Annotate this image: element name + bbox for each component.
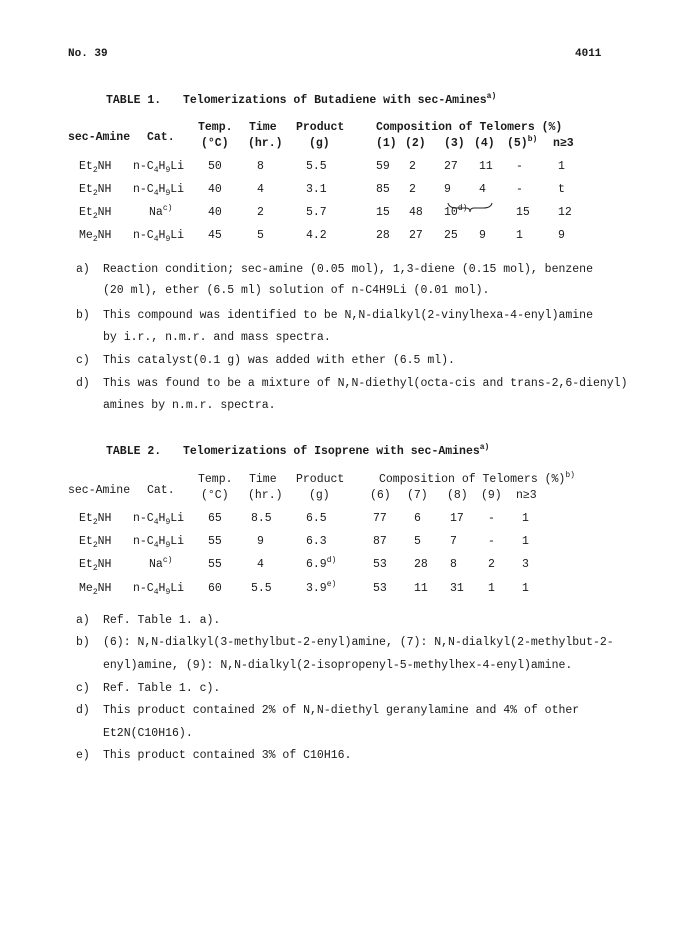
composition-cell [409, 229, 423, 242]
footnote-line: Reaction condition; sec-amine (0.05 mol), 1,3-diene (0.15 mol), benzene [103, 263, 593, 276]
text-fragment: 27 [444, 160, 458, 173]
t2-h-time: Time [249, 473, 277, 486]
composition-cell [516, 183, 523, 196]
footnote-label: d) [76, 377, 90, 390]
footnote-label: a) [76, 263, 90, 276]
footnote-line: This was found to be a mixture of N,N-diethyl(octa-cis and trans-2,6-dienyl) [103, 377, 628, 390]
text-fragment: c) [162, 556, 173, 565]
composition-cell [488, 582, 495, 595]
t2-h-n3: n≥3 [516, 489, 537, 502]
text-fragment: 9 [165, 235, 171, 244]
text-fragment: 87 [373, 535, 387, 548]
text-fragment: c) [162, 204, 173, 213]
composition-cell [558, 229, 565, 242]
composition-cell [409, 183, 416, 196]
footnote-line: by i.r., n.m.r. and mass spectra. [103, 331, 331, 344]
composition-cell [373, 535, 387, 548]
text-fragment: 9 [165, 189, 171, 198]
t1-h-composition: Composition of Telomers (%) [376, 121, 563, 134]
text-fragment: Li [170, 229, 185, 242]
text-fragment: e) [326, 580, 337, 589]
text-fragment: 2 [92, 588, 98, 597]
time-cell: 2 [257, 206, 264, 219]
text-fragment: NH [97, 558, 112, 571]
text-fragment: 4 [153, 235, 159, 244]
product-cell [306, 160, 327, 173]
t1-h-temp-unit: (°C) [201, 137, 229, 150]
t1-h-product-unit: (g) [309, 137, 330, 150]
text-fragment: 1 [522, 512, 529, 525]
text-fragment: NH [97, 582, 112, 595]
text-fragment: n-C [133, 183, 154, 196]
text-fragment: 48 [409, 206, 423, 219]
text-fragment: t [558, 183, 565, 196]
composition-cell [516, 206, 530, 219]
footnote-label: a) [76, 614, 90, 627]
product-cell [306, 558, 336, 571]
text-fragment: 4.2 [306, 229, 327, 242]
footnote-line: amines by n.m.r. spectra. [103, 399, 276, 412]
text-fragment: 4 [153, 518, 159, 527]
footnote-line: This compound was identified to be N,N-dialkyl(2-vinylhexa-4-enyl)amine [103, 309, 593, 322]
amine-cell [79, 206, 111, 219]
temp-cell: 55 [208, 558, 222, 571]
t2-h-sub8: (8) [447, 489, 468, 502]
composition-cell [373, 582, 387, 595]
composition-cell [409, 160, 416, 173]
footnote-line: This product contained 2% of N,N-diethyl geranylamine and 4% of other [103, 704, 580, 717]
text-fragment: 27 [409, 229, 423, 242]
text-fragment: 3.9 [306, 582, 327, 595]
text-fragment: 17 [450, 512, 464, 525]
composition-cell [558, 160, 565, 173]
table1-caption: Telomerizations of Butadiene with sec-Amines$^{a)}$ [183, 92, 497, 107]
composition-cell [373, 512, 387, 525]
composition-cell [414, 512, 421, 525]
text-fragment: 2 [92, 166, 98, 175]
text-fragment: NH [97, 535, 112, 548]
text-fragment: - [516, 160, 523, 173]
amine-cell [79, 535, 111, 548]
amine-cell [79, 160, 111, 173]
footnote-label: c) [76, 354, 90, 367]
text-fragment: n-C [133, 160, 154, 173]
composition-cell [516, 229, 523, 242]
composition-cell [376, 229, 390, 242]
composition-cell [450, 512, 464, 525]
issue-number: No. 39 [68, 48, 108, 60]
composition-cell [450, 582, 464, 595]
text-fragment: Et [79, 535, 93, 548]
text-fragment: 28 [376, 229, 390, 242]
brace-icon [447, 201, 493, 213]
text-fragment: 2 [488, 558, 495, 571]
temp-cell: 60 [208, 582, 222, 595]
text-fragment: 1 [488, 582, 495, 595]
product-cell [306, 512, 327, 525]
text-fragment: 2 [92, 189, 98, 198]
text-fragment: 2 [92, 564, 98, 573]
text-fragment: H [158, 582, 166, 595]
text-fragment: 7 [450, 535, 457, 548]
amine-cell [79, 183, 111, 196]
t1-h-product: Product [296, 121, 345, 134]
text-fragment: 25 [444, 229, 458, 242]
time-cell: 9 [257, 535, 264, 548]
t2-h-time-unit: (hr.) [248, 489, 283, 502]
text-fragment: NH [97, 160, 112, 173]
text-fragment: Li [170, 582, 185, 595]
table1-title: TABLE 1. [106, 94, 162, 107]
footnote-line: This product contained 3% of C10H16. [103, 749, 352, 762]
text-fragment: 6 [414, 512, 421, 525]
temp-cell: 50 [208, 160, 222, 173]
text-fragment: 9 [558, 229, 565, 242]
text-fragment: 12 [558, 206, 572, 219]
text-fragment: 2 [409, 183, 416, 196]
composition-cell [414, 582, 428, 595]
text-fragment: 15 [516, 206, 530, 219]
text-fragment: Me [79, 229, 93, 242]
text-fragment: d) [457, 204, 468, 213]
t2-h-secamine: sec-Amine [68, 484, 131, 497]
amine-cell [79, 512, 111, 525]
t1-h-sub2: (2) [405, 137, 426, 150]
table2-title: TABLE 2. [106, 445, 162, 458]
product-cell [306, 229, 327, 242]
t2-h-sub9: (9) [481, 489, 502, 502]
text-fragment: NH [97, 183, 112, 196]
composition-cell [522, 535, 529, 548]
footnote-label: d) [76, 704, 90, 717]
composition-cell [488, 512, 495, 525]
amine-cell [79, 558, 111, 571]
text-fragment: NH [97, 512, 112, 525]
product-cell [306, 535, 327, 548]
text-fragment: 2 [92, 235, 98, 244]
t1-h-time: Time [249, 121, 277, 134]
t1-h-sub1: (1) [376, 137, 397, 150]
catalyst-cell [133, 229, 184, 242]
text-fragment: 9 [165, 588, 171, 597]
t1-h-time-unit: (hr.) [248, 137, 283, 150]
text-fragment: NH [97, 206, 112, 219]
catalyst-cell [133, 512, 184, 525]
composition-cell [444, 183, 451, 196]
composition-cell [414, 558, 428, 571]
temp-cell: 55 [208, 535, 222, 548]
catalyst-cell [149, 206, 172, 219]
amine-cell [79, 582, 111, 595]
composition-cell [516, 160, 523, 173]
text-fragment: H [158, 535, 166, 548]
footnote-line: Ref. Table 1. c). [103, 682, 221, 695]
text-fragment: 3 [522, 558, 529, 571]
t2-h-product: Product [296, 473, 345, 486]
t1-h-cat: Cat. [147, 131, 175, 144]
temp-cell: 65 [208, 512, 222, 525]
text-fragment: 4 [153, 166, 159, 175]
text-fragment: 9 [165, 166, 171, 175]
text-fragment: 2 [409, 160, 416, 173]
text-fragment: 1 [516, 229, 523, 242]
text-fragment: - [488, 512, 495, 525]
footnote-label: b) [76, 309, 90, 322]
t2-h-cat: Cat. [147, 484, 175, 497]
composition-cell [376, 160, 390, 173]
text-fragment: NH [97, 229, 112, 242]
composition-cell [444, 160, 458, 173]
t1-h-sub3: (3) [444, 137, 465, 150]
composition-cell [479, 229, 486, 242]
t2-h-composition: Composition of Telomers (%)$^{b)}$ [379, 471, 575, 486]
text-fragment: H [158, 512, 166, 525]
text-fragment: 6.3 [306, 535, 327, 548]
t1-h-temp: Temp. [198, 121, 233, 134]
amine-cell [79, 229, 111, 242]
text-fragment: 9 [444, 183, 451, 196]
text-fragment: Et [79, 206, 93, 219]
catalyst-cell [133, 535, 184, 548]
text-fragment: - [488, 535, 495, 548]
text-fragment: 28 [414, 558, 428, 571]
text-fragment: 53 [373, 582, 387, 595]
text-fragment: 10 [444, 206, 458, 219]
t1-h-sub4: (4) [474, 137, 495, 150]
text-fragment: Et [79, 558, 93, 571]
text-fragment: n-C [133, 582, 154, 595]
t2-h-temp: Temp. [198, 473, 233, 486]
t2-h-temp-unit: (°C) [201, 489, 229, 502]
t2-h-product-unit: (g) [309, 489, 330, 502]
text-fragment: d) [326, 556, 337, 565]
text-fragment: 8 [450, 558, 457, 571]
text-fragment: 5 [414, 535, 421, 548]
product-cell [306, 206, 327, 219]
text-fragment: Na [149, 558, 163, 571]
text-fragment: 4 [153, 541, 159, 550]
catalyst-cell [133, 582, 184, 595]
footnote-label: b) [76, 636, 90, 649]
temp-cell: 45 [208, 229, 222, 242]
product-cell [306, 183, 327, 196]
composition-cell [373, 558, 387, 571]
footnote-label: c) [76, 682, 90, 695]
text-fragment: 5.5 [306, 160, 327, 173]
text-fragment: Na [149, 206, 163, 219]
text-fragment: 11 [479, 160, 493, 173]
text-fragment: - [516, 183, 523, 196]
t1-h-secamine: sec-Amine [68, 131, 131, 144]
text-fragment: Et [79, 183, 93, 196]
text-fragment: 11 [414, 582, 428, 595]
composition-cell [450, 535, 457, 548]
time-cell: 5.5 [251, 582, 272, 595]
footnote-line: This catalyst(0.1 g) was added with ether (6.5 ml). [103, 354, 455, 367]
text-fragment: 6.5 [306, 512, 327, 525]
text-fragment: 31 [450, 582, 464, 595]
composition-cell [522, 558, 529, 571]
catalyst-cell [133, 160, 184, 173]
composition-cell [522, 582, 529, 595]
text-fragment: Li [170, 183, 185, 196]
temp-cell: 40 [208, 183, 222, 196]
composition-cell [558, 183, 565, 196]
text-fragment: 77 [373, 512, 387, 525]
footnote-line: enyl)amine, (9): N,N-dialkyl(2-isopropenyl-5-methylhex-4-enyl)amine. [103, 659, 573, 672]
text-fragment: 59 [376, 160, 390, 173]
text-fragment: 2 [92, 212, 98, 221]
footnote-label: e) [76, 749, 90, 762]
text-fragment: n-C [133, 535, 154, 548]
text-fragment: Li [170, 512, 185, 525]
text-fragment: 9 [479, 229, 486, 242]
text-fragment: 6.9 [306, 558, 327, 571]
text-fragment: 1 [558, 160, 565, 173]
footnote-line: (20 ml), ether (6.5 ml) solution of n-C4H9Li (0.01 mol). [103, 284, 490, 297]
composition-cell [558, 206, 572, 219]
footnote-line: Ref. Table 1. a). [103, 614, 221, 627]
text-fragment: 9 [165, 518, 171, 527]
footnote-line: (6): N,N-dialkyl(3-methylbut-2-enyl)amine, (7): N,N-dialkyl(2-methylbut-2- [103, 636, 614, 649]
composition-cell [376, 206, 390, 219]
page-number: 4011 [575, 48, 602, 60]
text-fragment: H [158, 183, 166, 196]
table2-caption: Telomerizations of Isoprene with sec-Amines$^{a)}$ [183, 443, 490, 458]
text-fragment: Li [170, 535, 185, 548]
text-fragment: 85 [376, 183, 390, 196]
product-cell [306, 582, 336, 595]
catalyst-cell [149, 558, 172, 571]
composition-cell [488, 535, 495, 548]
text-fragment: 4 [479, 183, 486, 196]
text-fragment: 9 [165, 541, 171, 550]
composition-cell [450, 558, 457, 571]
text-fragment: Me [79, 582, 93, 595]
t1-h-sub5: $(5)^{b)}$ [507, 135, 538, 150]
text-fragment: 1 [522, 582, 529, 595]
composition-cell [488, 558, 495, 571]
text-fragment: H [158, 229, 166, 242]
text-fragment: 4 [153, 588, 159, 597]
catalyst-cell [133, 183, 184, 196]
composition-cell [409, 206, 423, 219]
footnote-line: Et2N(C10H16). [103, 727, 193, 740]
time-cell: 8 [257, 160, 264, 173]
text-fragment: 3.1 [306, 183, 327, 196]
text-fragment: Et [79, 512, 93, 525]
text-fragment: Li [170, 160, 185, 173]
t2-h-sub6: (6) [370, 489, 391, 502]
text-fragment: n-C [133, 512, 154, 525]
composition-cell [522, 512, 529, 525]
composition-cell [444, 229, 458, 242]
text-fragment: Et [79, 160, 93, 173]
t2-h-sub7: (7) [407, 489, 428, 502]
temp-cell: 40 [208, 206, 222, 219]
time-cell: 4 [257, 558, 264, 571]
text-fragment: 5.7 [306, 206, 327, 219]
composition-cell [376, 183, 390, 196]
t1-h-sub6: n≥3 [553, 137, 574, 150]
text-fragment: H [158, 160, 166, 173]
composition-cell [479, 160, 493, 173]
time-cell: 4 [257, 183, 264, 196]
text-fragment: 15 [376, 206, 390, 219]
text-fragment: 1 [522, 535, 529, 548]
text-fragment: n-C [133, 229, 154, 242]
composition-cell [414, 535, 421, 548]
time-cell: 5 [257, 229, 264, 242]
text-fragment: 2 [92, 518, 98, 527]
text-fragment: 2 [92, 541, 98, 550]
time-cell: 8.5 [251, 512, 272, 525]
composition-cell [479, 183, 486, 196]
text-fragment: 53 [373, 558, 387, 571]
text-fragment: 4 [153, 189, 159, 198]
